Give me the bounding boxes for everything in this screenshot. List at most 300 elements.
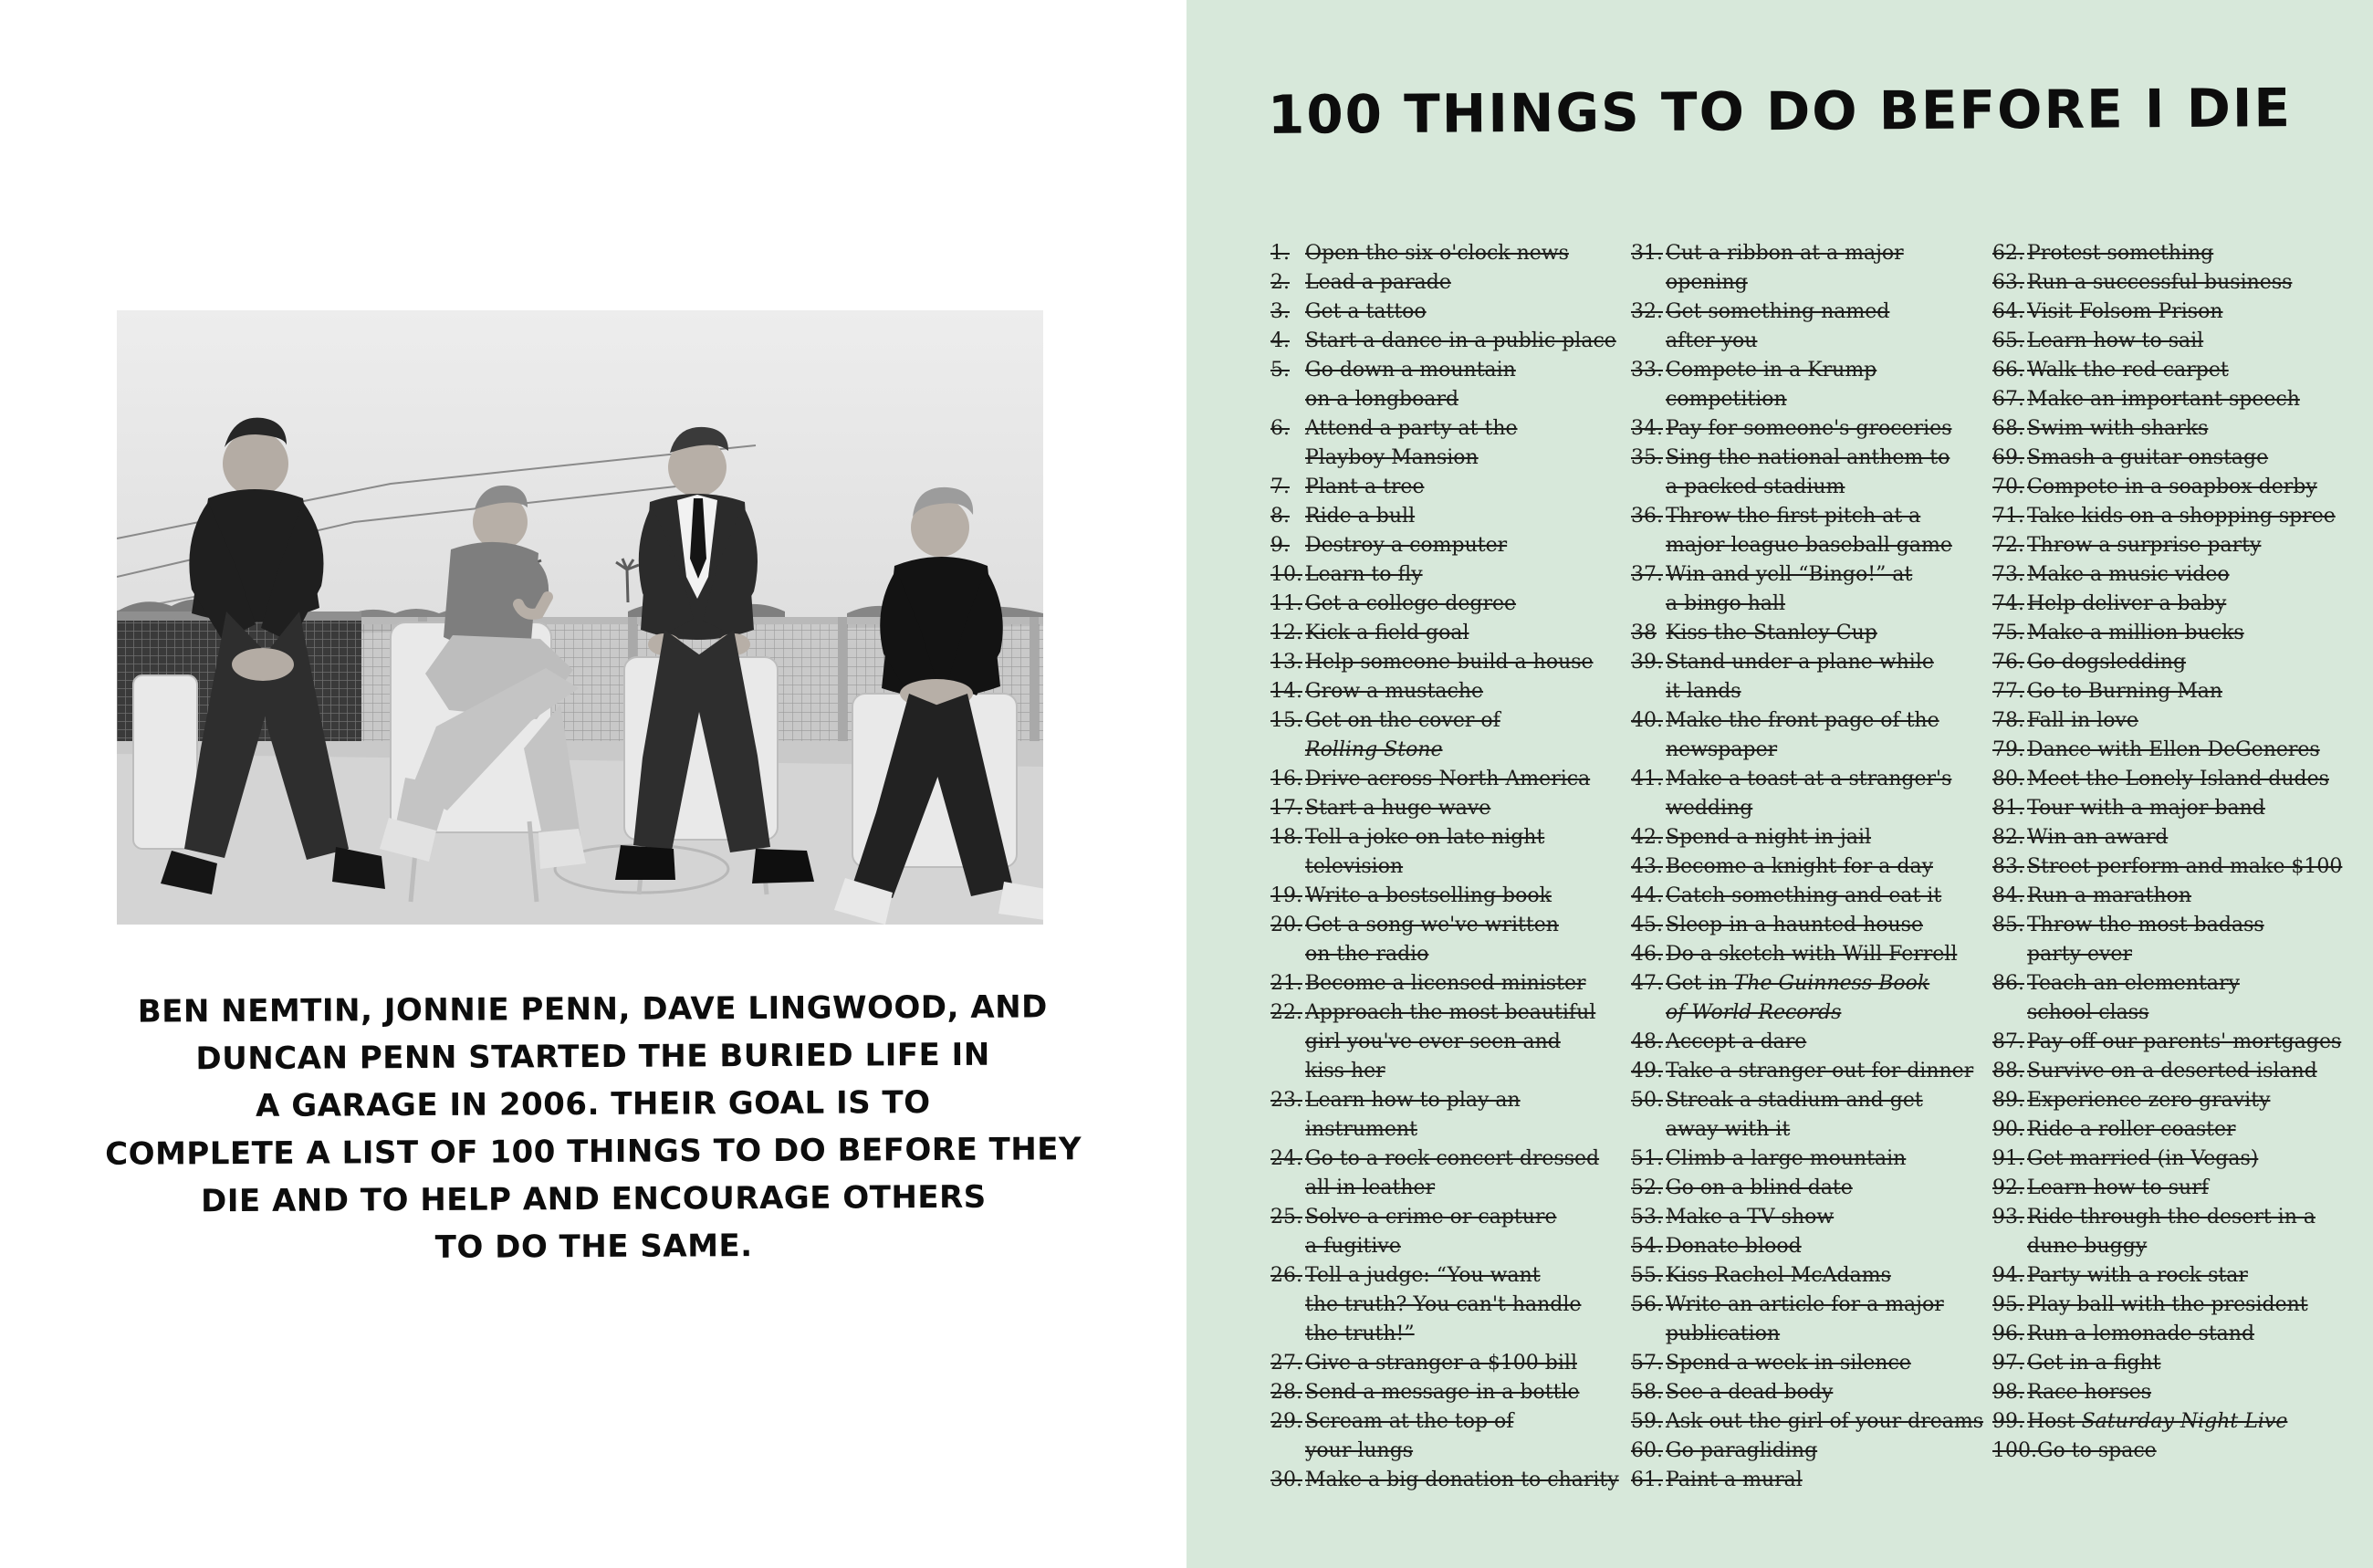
band-photo-graphic	[117, 310, 1043, 925]
list-item-number: 60.	[1631, 1439, 1663, 1462]
list-item-text: Open the six o'clock news	[1305, 242, 1569, 265]
list-item-number: 87.	[1992, 1030, 2024, 1053]
list-item	[1631, 1203, 1982, 1232]
list-item-number: 84.	[1992, 884, 2024, 907]
list-item-text: Ride a bull	[1305, 505, 1416, 528]
list-item	[1631, 414, 1982, 444]
list-item-text: Learn how to sail	[2027, 329, 2204, 352]
list-item-text: Start a huge wave	[1305, 797, 1491, 820]
list-item-text: Make a big donation to charity	[1305, 1469, 1619, 1491]
list-item	[1270, 911, 1622, 969]
list-item-text: Protest something	[2027, 242, 2214, 265]
list-item-number: 75.	[1992, 622, 2024, 644]
list-item-text: Make the front page of the newspaper	[1666, 709, 1939, 761]
list-item-number: 4.	[1270, 329, 1290, 352]
list-item	[1992, 1057, 2357, 1086]
list-item-number: 86.	[1992, 972, 2024, 995]
list-column-2	[1631, 239, 1982, 1495]
list-item-number: 46.	[1631, 943, 1663, 966]
list-item	[1270, 327, 1622, 356]
list-item-number: 14.	[1270, 680, 1302, 703]
list-item-text: Walk the red carpet	[2027, 359, 2229, 382]
list-item-text: Tour with a major band	[2027, 797, 2265, 820]
list-item-text: Scream at the top of your lungs	[1305, 1410, 1514, 1462]
list-item	[1992, 1145, 2357, 1174]
list-item-number: 7.	[1270, 476, 1290, 498]
list-item	[1631, 1407, 1982, 1437]
list-item	[1270, 648, 1622, 677]
list-item-text: Win an award	[2027, 826, 2169, 849]
list-item-text: Compete in a Krump competition	[1666, 359, 1877, 411]
list-item-text: Get a song we've written on the radio	[1305, 914, 1559, 966]
list-item	[1270, 1261, 1622, 1349]
list-item-text: Catch something and eat it	[1666, 884, 1942, 907]
list-item-number: 89.	[1992, 1089, 2024, 1112]
list-item	[1270, 765, 1622, 794]
list-item-number: 95.	[1992, 1293, 2024, 1316]
list-item-number: 21.	[1270, 972, 1302, 995]
list-item-number: 25.	[1270, 1206, 1302, 1228]
caption-line: BEN NEMTIN, JONNIE PENN, DAVE LINGWOOD, AND	[137, 988, 1048, 1030]
list-item-number: 19.	[1270, 884, 1302, 907]
list-item-text: Become a licensed minister	[1305, 972, 1586, 995]
list-item	[1631, 1437, 1982, 1466]
list-item-text: Help someone build a house	[1305, 651, 1594, 674]
list-item-number: 9.	[1270, 534, 1290, 557]
list-item-text: Pay for someone's groceries	[1666, 417, 1952, 440]
list-item-text: Start a dance in a public place	[1305, 329, 1616, 352]
list-item-number: 64.	[1992, 300, 2024, 323]
list-item-number: 56.	[1631, 1293, 1663, 1316]
caption-line: A GARAGE IN 2006. THEIR GOAL IS TO	[256, 1084, 931, 1124]
list-item	[1270, 1378, 1622, 1407]
list-item	[1631, 1174, 1982, 1203]
list-item-number: 15.	[1270, 709, 1302, 732]
list-item-number: 48.	[1631, 1030, 1663, 1053]
list-item-text: Run a lemonade stand	[2027, 1322, 2255, 1345]
list-item-text: Kiss the Stanley Cup	[1666, 622, 1877, 644]
list-item-number: 36.	[1631, 505, 1663, 528]
list-item-text: Go paragliding	[1666, 1439, 1818, 1462]
list-item-text: Sleep in a haunted house	[1666, 914, 1923, 936]
list-item	[1992, 823, 2357, 852]
list-item-text: Make a toast at a stranger's wedding	[1666, 768, 1952, 820]
list-item	[1992, 619, 2357, 648]
list-item-text: Get a tattoo	[1305, 300, 1427, 323]
list-item	[1270, 560, 1622, 590]
list-item	[1270, 590, 1622, 619]
list-item	[1992, 882, 2357, 911]
list-item-number: 82.	[1992, 826, 2024, 849]
list-item	[1992, 1028, 2357, 1057]
list-item	[1270, 677, 1622, 706]
list-item	[1992, 706, 2357, 736]
list-item	[1992, 794, 2357, 823]
list-item	[1631, 1261, 1982, 1291]
list-item-number: 77.	[1992, 680, 2024, 703]
list-item-number: 93.	[1992, 1206, 2024, 1228]
list-item	[1270, 1349, 1622, 1378]
list-item-text: Go to space	[2036, 1439, 2157, 1462]
list-item-text: Host Saturday Night Live	[2027, 1410, 2288, 1433]
list-item	[1992, 1115, 2357, 1145]
list-item	[1270, 823, 1622, 882]
list-item	[1631, 444, 1982, 502]
list-item-text: Make a million bucks	[2027, 622, 2244, 644]
list-item-text: Go down a mountain on a longboard	[1305, 359, 1516, 411]
list-item-text: Ask out the girl of your dreams	[1666, 1410, 1984, 1433]
list-item	[1270, 502, 1622, 531]
list-item-number: 34.	[1631, 417, 1663, 440]
list-item-text: Get in The Guinness Book of World Records	[1666, 972, 1930, 1024]
list-item-number: 88.	[1992, 1060, 2024, 1082]
list-item	[1270, 239, 1622, 268]
list-item	[1992, 385, 2357, 414]
list-item	[1631, 823, 1982, 852]
list-item-number: 11.	[1270, 592, 1302, 615]
list-item	[1992, 1437, 2357, 1466]
list-item-number: 96.	[1992, 1322, 2024, 1345]
list-item-number: 85.	[1992, 914, 2024, 936]
list-item-number: 35.	[1631, 446, 1663, 469]
list-item-text: Experience zero gravity	[2027, 1089, 2271, 1112]
list-item-number: 16.	[1270, 768, 1302, 790]
list-item	[1270, 356, 1622, 414]
list-item-text: Play ball with the president	[2027, 1293, 2308, 1316]
list-item-number: 2.	[1270, 271, 1290, 294]
list-item-text: Party with a rock star	[2027, 1264, 2248, 1287]
list-item-number: 45.	[1631, 914, 1663, 936]
list-item-number: 59.	[1631, 1410, 1663, 1433]
list-item	[1631, 619, 1982, 648]
list-item-number: 30.	[1270, 1469, 1302, 1491]
list-item	[1992, 239, 2357, 268]
list-item-number: 44.	[1631, 884, 1663, 907]
list-item-number: 3.	[1270, 300, 1290, 323]
list-item-text: Learn how to surf	[2027, 1176, 2209, 1199]
list-item-text: Get something named after you	[1666, 300, 1890, 352]
list-item	[1631, 1466, 1982, 1495]
list-item-number: 10.	[1270, 563, 1302, 586]
list-item-text: Kick a field goal	[1305, 622, 1469, 644]
list-item-text: Stand under a plane while it lands	[1666, 651, 1934, 703]
list-item-text: Swim with sharks	[2027, 417, 2209, 440]
list-item	[1631, 1086, 1982, 1145]
list-item	[1631, 648, 1982, 706]
list-item-text: Visit Folsom Prison	[2027, 300, 2223, 323]
list-item-number: 99.	[1992, 1410, 2024, 1433]
list-item-text: Spend a week in silence	[1666, 1352, 1911, 1375]
list-item-number: 100.	[1992, 1439, 2037, 1462]
list-item-text: Get on the cover of Rolling Stone	[1305, 709, 1500, 761]
list-item-number: 1.	[1270, 242, 1290, 265]
list-item-number: 58.	[1631, 1381, 1663, 1404]
list-item	[1631, 560, 1982, 619]
list-item-number: 92.	[1992, 1176, 2024, 1199]
list-item-text: Go to a rock concert dressed all in leather	[1305, 1147, 1600, 1199]
list-item-number: 78.	[1992, 709, 2024, 732]
list-item	[1270, 619, 1622, 648]
list-item	[1631, 765, 1982, 823]
caption-line: TO DO THE SAME.	[434, 1228, 753, 1266]
list-item	[1270, 473, 1622, 502]
list-item-text: Give a stranger a $100 bill	[1305, 1352, 1577, 1375]
list-item	[1631, 882, 1982, 911]
list-item-number: 41.	[1631, 768, 1663, 790]
list-item	[1992, 327, 2357, 356]
list-item-number: 27.	[1270, 1352, 1302, 1375]
list-item-number: 39.	[1631, 651, 1663, 674]
list-item-text: Get a college degree	[1305, 592, 1517, 615]
list-item-text: Cut a ribbon at a major opening	[1666, 242, 1904, 294]
list-item-text: Survive on a deserted island	[2027, 1060, 2317, 1082]
list-item-text: Win and yell “Bingo!” at a bingo hall	[1666, 563, 1913, 615]
list-item-text: Write a bestselling book	[1305, 884, 1552, 907]
list-item	[1992, 852, 2357, 882]
list-item-text: Spend a night in jail	[1666, 826, 1872, 849]
list-item-text: Make a TV show	[1666, 1206, 1835, 1228]
list-item-number: 54.	[1631, 1235, 1663, 1258]
list-item	[1992, 1378, 2357, 1407]
list-item-text: Learn how to play an instrument	[1305, 1089, 1521, 1141]
list-item	[1992, 414, 2357, 444]
list-item-number: 29.	[1270, 1410, 1302, 1433]
list-item	[1992, 560, 2357, 590]
right-page	[1186, 0, 2373, 1568]
list-item	[1992, 444, 2357, 473]
list-item-text: Run a successful business	[2027, 271, 2293, 294]
list-item	[1631, 940, 1982, 969]
list-item-number: 28.	[1270, 1381, 1302, 1404]
list-item	[1631, 356, 1982, 414]
list-item	[1992, 648, 2357, 677]
list-item	[1631, 706, 1982, 765]
list-item-text: Attend a party at the Playboy Mansion	[1305, 417, 1518, 469]
list-item-number: 62.	[1992, 242, 2024, 265]
list-item-number: 66.	[1992, 359, 2024, 382]
list-item	[1270, 1466, 1622, 1495]
list-item-text: Go on a blind date	[1666, 1176, 1853, 1199]
list-item-text: Make an important speech	[2027, 388, 2300, 411]
list-item-number: 55.	[1631, 1264, 1663, 1287]
page-title: 100 THINGS TO DO BEFORE I DIE	[1267, 77, 2293, 146]
list-item-text: Solve a crime or capture a fugitive	[1305, 1206, 1557, 1258]
list-item-number: 17.	[1270, 797, 1302, 820]
list-item-text: Climb a large mountain	[1666, 1147, 1907, 1170]
list-item-text: Send a message in a bottle	[1305, 1381, 1580, 1404]
list-item	[1631, 969, 1982, 1028]
caption-line: DIE AND TO HELP AND ENCOURAGE OTHERS	[200, 1178, 987, 1220]
list-item-number: 51.	[1631, 1147, 1663, 1170]
list-item-number: 72.	[1992, 534, 2024, 557]
list-item-number: 76.	[1992, 651, 2024, 674]
list-item	[1992, 1086, 2357, 1115]
list-item	[1270, 969, 1622, 998]
list-item-number: 61.	[1631, 1469, 1663, 1491]
list-item-text: Throw the first pitch at a major league baseball game	[1666, 505, 1952, 557]
list-item-text: Take a stranger out for dinner	[1666, 1060, 1974, 1082]
list-item	[1992, 1291, 2357, 1320]
list-item	[1270, 1086, 1622, 1145]
list-item	[1631, 298, 1982, 356]
left-page	[0, 0, 1186, 1568]
list-item-text: Teach an elementary school class	[2027, 972, 2240, 1024]
list-item	[1631, 502, 1982, 560]
list-item	[1270, 882, 1622, 911]
list-item-text: Paint a mural	[1666, 1469, 1803, 1491]
list-item-number: 80.	[1992, 768, 2024, 790]
list-item-text: Accept a dare	[1666, 1030, 1807, 1053]
list-item-number: 53.	[1631, 1206, 1663, 1228]
list-item-text: Throw a surprise party	[2027, 534, 2262, 557]
list-item-number: 47.	[1631, 972, 1663, 995]
list-item	[1270, 706, 1622, 765]
list-item	[1631, 239, 1982, 298]
list-item-number: 8.	[1270, 505, 1290, 528]
list-item	[1992, 1320, 2357, 1349]
list-item-text: Tell a judge: “You want the truth? You can't handle the truth!”	[1305, 1264, 1582, 1345]
list-item-text: Meet the Lonely Island dudes	[2027, 768, 2329, 790]
list-item-number: 40.	[1631, 709, 1663, 732]
list-item-text: Make a music video	[2027, 563, 2230, 586]
list-item-text: Lead a parade	[1305, 271, 1451, 294]
list-item	[1631, 1145, 1982, 1174]
list-item	[1270, 1145, 1622, 1203]
list-item-number: 83.	[1992, 855, 2024, 878]
list-item-text: Tell a joke on late night television	[1305, 826, 1545, 878]
list-item-text: Write an article for a major publication	[1666, 1293, 1944, 1345]
list-item-number: 5.	[1270, 359, 1290, 382]
list-item-number: 74.	[1992, 592, 2024, 615]
list-item-text: Run a marathon	[2027, 884, 2192, 907]
list-item-number: 13.	[1270, 651, 1302, 674]
list-item-text: Streak a stadium and get away with it	[1666, 1089, 1923, 1141]
list-item-text: Help deliver a baby	[2027, 592, 2227, 615]
list-item-text: Fall in love	[2027, 709, 2138, 732]
list-item-text: Drive across North America	[1305, 768, 1591, 790]
list-item	[1631, 1349, 1982, 1378]
list-item	[1992, 268, 2357, 298]
list-item-number: 37.	[1631, 563, 1663, 586]
list-item	[1992, 765, 2357, 794]
list-item-text: See a dead body	[1666, 1381, 1834, 1404]
list-item-text: Ride through the desert in a dune buggy	[2027, 1206, 2316, 1258]
caption-line: COMPLETE A LIST OF 100 THINGS TO DO BEFORE THEY	[105, 1131, 1082, 1173]
list-item-text: Become a knight for a day	[1666, 855, 1933, 878]
list-item-number: 57.	[1631, 1352, 1663, 1375]
list-item-number: 73.	[1992, 563, 2024, 586]
list-item	[1992, 1349, 2357, 1378]
list-item-text: Approach the most beautiful girl you've ever seen and kiss her	[1305, 1001, 1596, 1082]
list-item-text: Grow a mustache	[1305, 680, 1484, 703]
list-item-text: Kiss Rachel McAdams	[1666, 1264, 1891, 1287]
list-item-text: Get in a fight	[2027, 1352, 2161, 1375]
list-item-number: 23.	[1270, 1089, 1302, 1112]
list-item-number: 67.	[1992, 388, 2024, 411]
list-item	[1992, 1203, 2357, 1261]
list-item	[1631, 1232, 1982, 1261]
list-item-text: Compete in a soapbox derby	[2027, 476, 2317, 498]
list-item	[1270, 531, 1622, 560]
list-item	[1992, 356, 2357, 385]
list-column-3	[1992, 239, 2357, 1466]
list-item-number: 97.	[1992, 1352, 2024, 1375]
list-item-text: Ride a roller coaster	[2027, 1118, 2236, 1141]
list-item-number: 71.	[1992, 505, 2024, 528]
list-item	[1992, 531, 2357, 560]
list-item	[1992, 911, 2357, 969]
list-item-number: 31.	[1631, 242, 1663, 265]
list-item-number: 98.	[1992, 1381, 2024, 1404]
caption-text	[36, 983, 1151, 1273]
list-item	[1992, 736, 2357, 765]
list-item	[1631, 1291, 1982, 1349]
list-item-text: Take kids on a shopping spree	[2027, 505, 2336, 528]
list-item-number: 81.	[1992, 797, 2024, 820]
list-item-text: Throw the most badass party ever	[2027, 914, 2264, 966]
list-item-text: Go dogsledding	[2027, 651, 2187, 674]
list-item-number: 79.	[1992, 738, 2024, 761]
list-item-number: 43.	[1631, 855, 1663, 878]
list-item-text: Go to Burning Man	[2027, 680, 2223, 703]
list-item	[1270, 268, 1622, 298]
list-item-text: Plant a tree	[1305, 476, 1425, 498]
list-item	[1270, 298, 1622, 327]
list-item	[1992, 1407, 2357, 1437]
list-item	[1631, 911, 1982, 940]
band-photo	[117, 310, 1043, 925]
list-item	[1631, 852, 1982, 882]
list-item-text: Pay off our parents' mortgages	[2027, 1030, 2342, 1053]
list-item-number: 63.	[1992, 271, 2024, 294]
list-item-text: Destroy a computer	[1305, 534, 1508, 557]
list-item	[1631, 1028, 1982, 1057]
list-item-number: 50.	[1631, 1089, 1663, 1112]
list-item-text: Learn to fly	[1305, 563, 1423, 586]
list-item-number: 26.	[1270, 1264, 1302, 1287]
list-item-number: 22.	[1270, 1001, 1302, 1024]
list-item-number: 12.	[1270, 622, 1302, 644]
list-item-number: 24.	[1270, 1147, 1302, 1170]
caption-line: DUNCAN PENN STARTED THE BURIED LIFE IN	[195, 1036, 990, 1078]
list-item-number: 49.	[1631, 1060, 1663, 1082]
list-item	[1270, 1203, 1622, 1261]
list-item	[1992, 473, 2357, 502]
list-item-number: 42.	[1631, 826, 1663, 849]
list-item-text: Race horses	[2027, 1381, 2152, 1404]
list-item-number: 33.	[1631, 359, 1663, 382]
list-item-number: 69.	[1992, 446, 2024, 469]
list-item-number: 94.	[1992, 1264, 2024, 1287]
list-item-number: 52.	[1631, 1176, 1663, 1199]
list-item	[1270, 998, 1622, 1086]
list-item-number: 91.	[1992, 1147, 2024, 1170]
list-item-number: 70.	[1992, 476, 2024, 498]
list-item	[1631, 1057, 1982, 1086]
list-item	[1270, 794, 1622, 823]
list-item	[1631, 1378, 1982, 1407]
list-item	[1992, 1261, 2357, 1291]
list-item-number: 90.	[1992, 1118, 2024, 1141]
list-item	[1992, 502, 2357, 531]
list-item-number: 6.	[1270, 417, 1290, 440]
list-item	[1992, 969, 2357, 1028]
list-item-number: 68.	[1992, 417, 2024, 440]
list-item-text: Get married (in Vegas)	[2027, 1147, 2259, 1170]
list-item	[1270, 1407, 1622, 1466]
list-item-number: 32.	[1631, 300, 1663, 323]
list-item	[1992, 1174, 2357, 1203]
